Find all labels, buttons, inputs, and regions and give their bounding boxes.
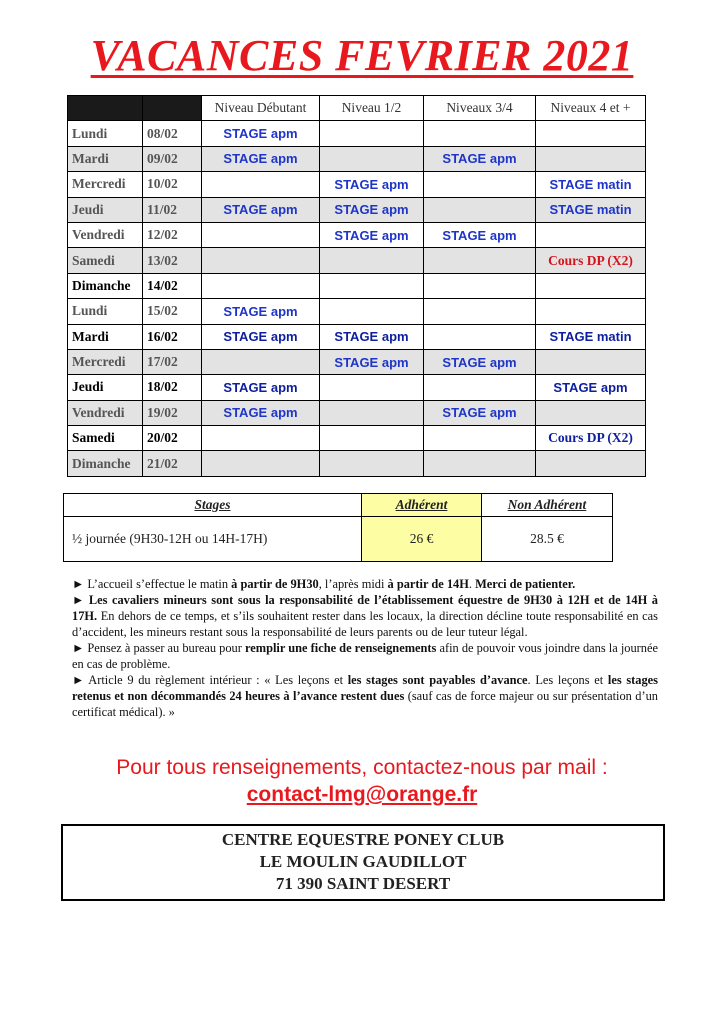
price-header-non-adherent: Non Adhérent xyxy=(482,494,613,517)
header-niveau-debutant: Niveau Débutant xyxy=(202,96,320,121)
price-header-stages: Stages xyxy=(64,494,362,517)
date-cell: 11/02 xyxy=(143,197,202,222)
date-cell: 15/02 xyxy=(143,299,202,324)
activity-cell xyxy=(424,248,536,273)
day-cell: Samedi xyxy=(68,426,143,451)
day-cell: Vendredi xyxy=(68,222,143,247)
header-day-cell xyxy=(68,96,143,121)
activity-cell xyxy=(202,426,320,451)
date-cell: 09/02 xyxy=(143,146,202,171)
activity-cell xyxy=(320,273,424,298)
activity-cell: STAGE matin xyxy=(536,324,646,349)
table-row xyxy=(68,222,646,247)
activity-cell xyxy=(536,121,646,146)
activity-cell xyxy=(424,426,536,451)
activity-cell xyxy=(424,451,536,476)
activity-cell: STAGE apm xyxy=(320,197,424,222)
price-row-label: ½ journée (9H30-12H ou 14H-17H) xyxy=(64,517,362,562)
header-niveaux-4-plus: Niveaux 4 et + xyxy=(536,96,646,121)
header-niveaux-3-4: Niveaux 3/4 xyxy=(424,96,536,121)
price-header-row xyxy=(64,494,613,517)
table-row xyxy=(68,349,646,374)
activity-cell: STAGE matin xyxy=(536,197,646,222)
address-box xyxy=(61,824,665,901)
table-row xyxy=(68,172,646,197)
adherent-price: 26 € xyxy=(362,517,482,562)
activity-cell: STAGE apm xyxy=(320,349,424,374)
day-cell: Dimanche xyxy=(68,273,143,298)
date-cell: 16/02 xyxy=(143,324,202,349)
activity-cell xyxy=(424,375,536,400)
activity-cell: STAGE apm xyxy=(202,146,320,171)
date-cell: 20/02 xyxy=(143,426,202,451)
non-adherent-price: 28.5 € xyxy=(482,517,613,562)
contact-email-link[interactable]: contact-lmg@orange.fr xyxy=(246,783,478,806)
activity-cell: STAGE apm xyxy=(320,324,424,349)
day-cell: Mardi xyxy=(68,324,143,349)
activity-cell xyxy=(536,273,646,298)
date-cell: 10/02 xyxy=(143,172,202,197)
day-cell: Jeudi xyxy=(68,375,143,400)
table-row xyxy=(68,197,646,222)
day-cell: Vendredi xyxy=(68,400,143,425)
activity-cell: Cours DP (X2) xyxy=(536,248,646,273)
header-date-cell xyxy=(143,96,202,121)
schedule-header-row xyxy=(68,96,646,121)
table-row xyxy=(68,426,646,451)
note-welcome: ► L’accueil s’effectue le matin à partir de 9H30, l’après midi à partir de 14H. Merci de patienter. xyxy=(72,577,576,591)
activity-cell xyxy=(320,426,424,451)
activity-cell: STAGE apm xyxy=(536,375,646,400)
day-cell: Mercredi xyxy=(68,172,143,197)
date-cell: 13/02 xyxy=(143,248,202,273)
day-cell: Mercredi xyxy=(68,349,143,374)
activity-cell: STAGE apm xyxy=(202,197,320,222)
activity-cell: STAGE apm xyxy=(202,299,320,324)
activity-cell xyxy=(202,222,320,247)
date-cell: 21/02 xyxy=(143,451,202,476)
date-cell: 14/02 xyxy=(143,273,202,298)
activity-cell xyxy=(536,451,646,476)
header-niveau-1-2: Niveau 1/2 xyxy=(320,96,424,121)
activity-cell xyxy=(536,299,646,324)
address-line-2: LE MOULIN GAUDILLOT xyxy=(259,852,467,871)
activity-cell xyxy=(536,349,646,374)
page-title: VACANCES FEVRIER 2021 xyxy=(90,31,634,80)
activity-cell xyxy=(320,146,424,171)
day-cell: Lundi xyxy=(68,121,143,146)
day-cell: Lundi xyxy=(68,299,143,324)
table-row xyxy=(68,400,646,425)
activity-cell xyxy=(202,349,320,374)
activity-cell xyxy=(424,299,536,324)
activity-cell: STAGE apm xyxy=(424,400,536,425)
table-row xyxy=(68,451,646,476)
activity-cell xyxy=(536,400,646,425)
activity-cell xyxy=(424,324,536,349)
activity-cell xyxy=(202,451,320,476)
activity-cell xyxy=(320,451,424,476)
date-cell: 18/02 xyxy=(143,375,202,400)
day-cell: Samedi xyxy=(68,248,143,273)
activity-cell: STAGE apm xyxy=(424,222,536,247)
activity-cell xyxy=(320,121,424,146)
activity-cell: STAGE apm xyxy=(202,375,320,400)
table-row xyxy=(68,121,646,146)
schedule-table xyxy=(67,95,646,477)
activity-cell: STAGE apm xyxy=(424,146,536,171)
activity-cell xyxy=(202,273,320,298)
activity-cell xyxy=(424,172,536,197)
activity-cell xyxy=(320,248,424,273)
contact-line: Pour tous renseignements, contactez-nous par mail : xyxy=(116,756,608,779)
date-cell: 19/02 xyxy=(143,400,202,425)
info-notes xyxy=(72,576,658,720)
address-line-1: CENTRE EQUESTRE PONEY CLUB xyxy=(221,830,505,849)
activity-cell xyxy=(320,400,424,425)
activity-cell xyxy=(320,375,424,400)
note-minors: ► Les cavaliers mineurs sont sous la responsabilité de l’établissement équestre de 9H30 à 12H et de 14H à 17H. En dehors de ce temps, et s’ils souhaitent rester dans les locaux, la direction décline toute responsabilité en cas d’accident, les mineurs restant sous la responsabilité de leurs parents ou de leur tuteur légal. xyxy=(72,593,658,639)
activity-cell xyxy=(536,222,646,247)
activity-cell: STAGE apm xyxy=(202,400,320,425)
table-row xyxy=(68,324,646,349)
table-row xyxy=(68,273,646,298)
activity-cell xyxy=(424,197,536,222)
activity-cell xyxy=(202,172,320,197)
table-row xyxy=(68,248,646,273)
activity-cell xyxy=(424,121,536,146)
date-cell: 08/02 xyxy=(143,121,202,146)
table-row xyxy=(68,375,646,400)
address-line-3: 71 390 SAINT DESERT xyxy=(275,874,451,893)
day-cell: Mardi xyxy=(68,146,143,171)
activity-cell xyxy=(202,248,320,273)
note-article-9: ► Article 9 du règlement intérieur : « Les leçons et les stages sont payables d’avance. Les leçons et les stages retenus et non décommandés 24 heures à l’avance restent dues (sauf cas de force majeur ou sur présentation d’un certificat médical). » xyxy=(72,673,658,719)
activity-cell xyxy=(424,273,536,298)
table-row xyxy=(68,146,646,171)
activity-cell: STAGE matin xyxy=(536,172,646,197)
activity-cell: STAGE apm xyxy=(320,172,424,197)
activity-cell: STAGE apm xyxy=(320,222,424,247)
activity-cell: Cours DP (X2) xyxy=(536,426,646,451)
activity-cell: STAGE apm xyxy=(202,121,320,146)
activity-cell xyxy=(536,146,646,171)
note-form: ► Pensez à passer au bureau pour remplir une fiche de renseignements afin de pouvoir vous joindre dans la journée en cas de problème. xyxy=(72,641,658,671)
activity-cell: STAGE apm xyxy=(424,349,536,374)
table-row xyxy=(68,299,646,324)
day-cell: Dimanche xyxy=(68,451,143,476)
date-cell: 17/02 xyxy=(143,349,202,374)
price-row xyxy=(64,517,613,562)
price-table xyxy=(63,493,613,562)
day-cell: Jeudi xyxy=(68,197,143,222)
activity-cell: STAGE apm xyxy=(202,324,320,349)
activity-cell xyxy=(320,299,424,324)
date-cell: 12/02 xyxy=(143,222,202,247)
price-header-adherent: Adhérent xyxy=(362,494,482,517)
